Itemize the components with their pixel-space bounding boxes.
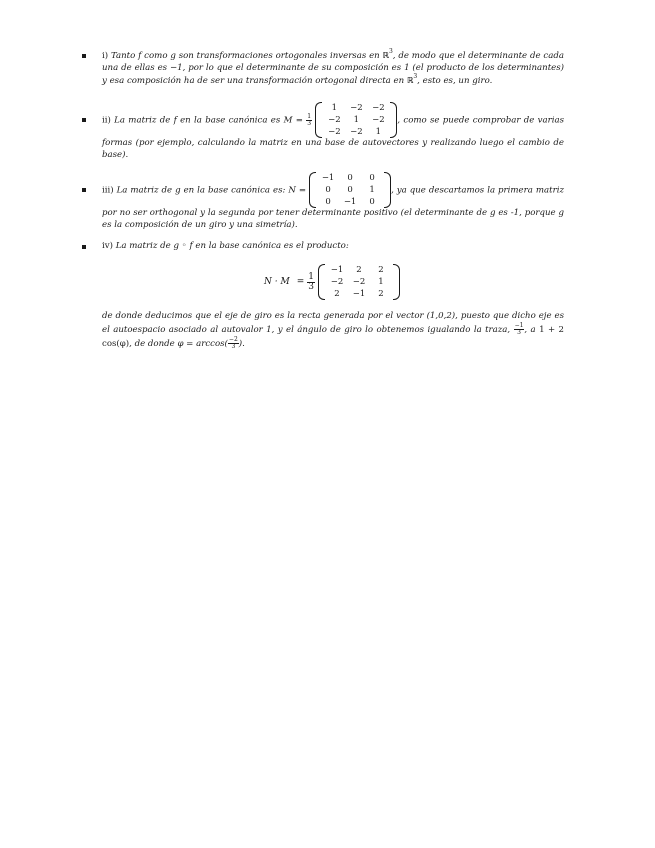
fraction-minus-one-third: $\frac{-1}{3}$ — [514, 321, 524, 336]
bullet-icon — [82, 118, 86, 122]
item-label: iv) — [102, 241, 113, 251]
item-ii-text: ii) La matriz de f en la base canónica es M = $\frac{1}{3}$ 1 −2 −2 −2 1 −2 −2 −2 1 , como se puede comprobar de varias formas (por ejemplo, calculando la matriz en una base de autovectores y realizando luego el cambio de base). — [102, 103, 565, 160]
matrix-M: 1 −2 −2 −2 1 −2 −2 −2 1 — [315, 102, 397, 138]
conclusion-paragraph: de donde deducimos que el eje de giro es la recta generada por el vector (1,0,2), puesto que dicho eje es el autoespacio asociado al autovalor 1, y el ángulo de giro lo obtenemos igualando la traza, $\frac{-1}{3}$ , a 1 + 2 cos(φ), de donde φ = arccos( $\frac{-2}{3}$ ). — [102, 311, 565, 350]
bullet-icon — [82, 54, 86, 58]
fraction-one-third: $\frac{1}{3}$ — [308, 271, 314, 292]
bullet-icon — [82, 245, 86, 249]
matrix-product: −1 2 2 −2 −2 1 2 −1 2 — [318, 264, 400, 300]
item-label: iii) — [102, 185, 114, 196]
fraction-one-third: $\frac{1}{3}$ — [307, 112, 312, 127]
bullet-icon — [82, 188, 86, 192]
display-equation: N · M = $\frac{1}{3}$ −1 2 2 −2 −2 1 2 −1 2 — [264, 264, 400, 300]
list-item-i — [84, 50, 564, 87]
item-label: ii) — [102, 115, 111, 126]
item-i-text: i) Tanto f como g son transformaciones ortogonales inversas en ℝ$^3$, de modo que el determinante de cada una de ellas es −1, por lo que el determinante de su composición es 1 (el producto de los determinantes) y esa composición ha de ser una transformación ortogonal directa en ℝ$^3$, esto es, un giro. — [102, 48, 564, 86]
item-iii-text: iii) La matriz de g en la base canónica es: N = −1 0 0 0 0 1 0 −1 0 , ya que descartamos la primera matriz por no ser orthogonal y la segunda por tener determinante positivo (el determinante de g es -1, porque g es la composición de un giro y una simetría). — [102, 173, 564, 230]
real-numbers-symbol: ℝ — [406, 75, 414, 85]
list-item-iv — [84, 241, 564, 253]
fraction-minus-two-thirds: $\frac{-2}{3}$ — [228, 335, 238, 350]
list-item-ii — [84, 102, 564, 162]
item-iv-text: iv) La matriz de g ◦ f en la base canónica es el producto: — [102, 241, 349, 251]
item-label: i) — [102, 51, 109, 61]
list-item-iii — [84, 172, 564, 232]
matrix-N: −1 0 0 0 0 1 0 −1 0 — [309, 172, 391, 208]
real-numbers-symbol: ℝ — [382, 51, 389, 60]
